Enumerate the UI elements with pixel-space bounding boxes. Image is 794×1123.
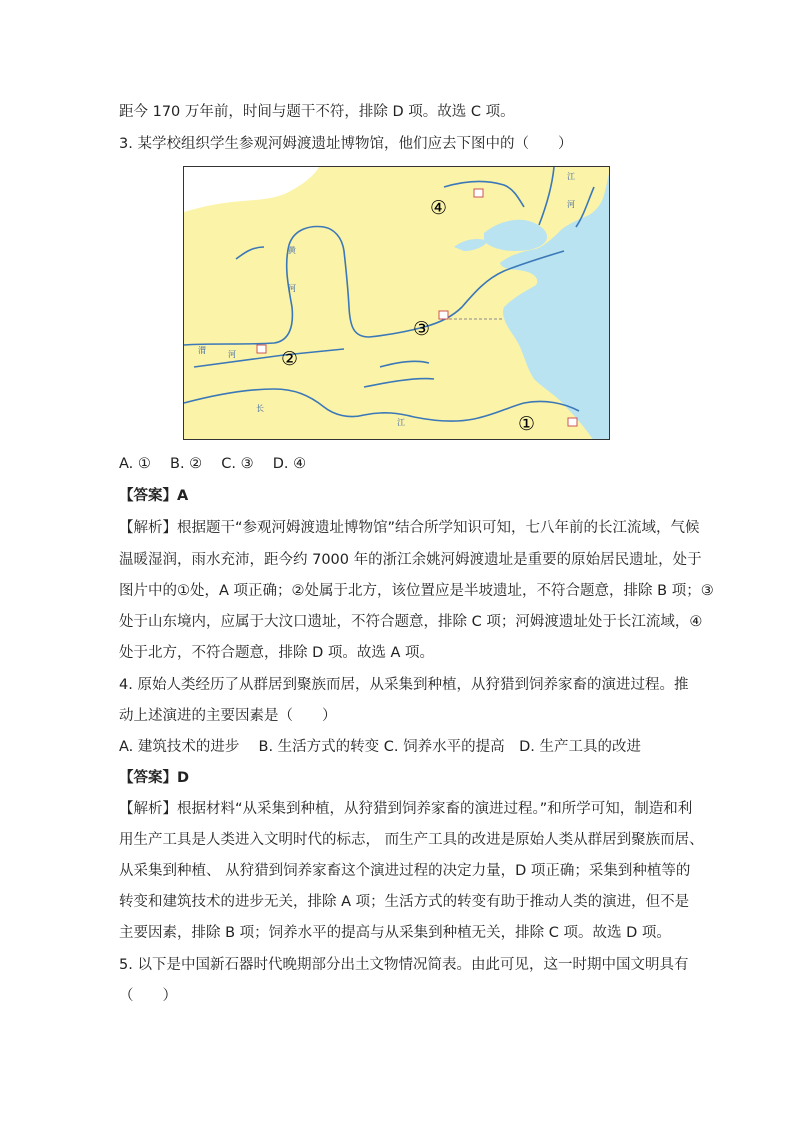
marker-3: ③ [413, 318, 431, 340]
question-3-analysis-line: 处于山东境内，应属于大汶口遗址，不符合题意，排除 C 项；河姆渡遗址处于长江流域，④ [119, 614, 703, 630]
museum-icon [257, 345, 266, 353]
river-label: 黄 [288, 246, 296, 255]
river-label: 江 [567, 172, 575, 181]
river-label: 河 [228, 350, 236, 359]
question-5-stem-line: 5. 以下是中国新石器时代晚期部分出土文物情况简表。由此可见，这一时期中国文明具有 [119, 957, 689, 973]
river-label: 河 [288, 284, 296, 293]
question-3-analysis-line: 图片中的①处，A 项正确；②处属于北方，该位置应是半坡遗址，不符合题意，排除 B 项；③ [119, 583, 714, 599]
question-4-options: A. 建筑技术的进步 B. 生活方式的转变 C. 饲养水平的提高 D. 生产工具的改进 [119, 739, 641, 755]
question-3-options: A. ① B. ② C. ③ D. ④ [119, 456, 307, 472]
map-drawing [184, 167, 610, 440]
question-3-analysis-line: 温暖湿润，雨水充沛，距今约 7000 年的浙江余姚河姆渡遗址是重要的原始居民遗址，处于 [119, 552, 702, 568]
marker-1: ① [518, 413, 536, 435]
question-4-stem-line: 动上述演进的主要因素是（ ） [119, 708, 337, 724]
museum-icon [474, 189, 483, 197]
marker-4: ④ [430, 197, 448, 219]
question-3-analysis-line: 处于北方，不符合题意，排除 D 项。故选 A 项。 [119, 645, 435, 661]
museum-icon [568, 418, 577, 426]
question-3-answer: 【答案】A [119, 488, 189, 504]
question-4-analysis-line: 转变和建筑技术的进步无关，排除 A 项；生活方式的转变有助于推动人类的演进，但不是 [119, 894, 690, 910]
question-4-analysis-line: 用生产工具是人类进入文明时代的标志， 而生产工具的改进是原始人类从群居到聚族而居、 [119, 832, 704, 848]
question-3-analysis-line: 【解析】根据题干“参观河姆渡遗址博物馆”结合所学知识可知，七八年前的长江流域，气候 [119, 520, 700, 536]
question-3-stem: 3. 某学校组织学生参观河姆渡遗址博物馆，他们应去下图中的（ ） [119, 136, 573, 152]
question-4-analysis-line: 【解析】根据材料“从采集到种植，从狩猎到饲养家畜的演进过程。”和所学可知，制造和利 [119, 801, 693, 817]
question-4-answer: 【答案】D [119, 770, 190, 786]
museum-icon [439, 311, 448, 319]
river-label: 长 [256, 404, 264, 413]
question-4-analysis-line: 主要因素，排除 B 项；饲养水平的提高与从采集到种植无关，排除 C 项。故选 D 项。 [119, 925, 671, 941]
marker-2: ② [281, 348, 299, 370]
question-4-stem-line: 4. 原始人类经历了从群居到聚族而居，从采集到种植，从狩猎到饲养家畜的演进过程。推 [119, 677, 689, 693]
intro-line: 距今 170 万年前，时间与题干不符，排除 D 项。故选 C 项。 [119, 104, 515, 120]
river-label: 河 [567, 200, 575, 209]
question-5-stem-line: （ ） [119, 988, 177, 1004]
river-label: 江 [397, 418, 405, 427]
question-4-analysis-line: 从采集到种植、 从狩猎到饲养家畜这个演进过程的决定力量，D 项正确；采集到种植等的 [119, 863, 691, 879]
river-label: 渭 [198, 346, 206, 355]
history-map [183, 166, 610, 440]
